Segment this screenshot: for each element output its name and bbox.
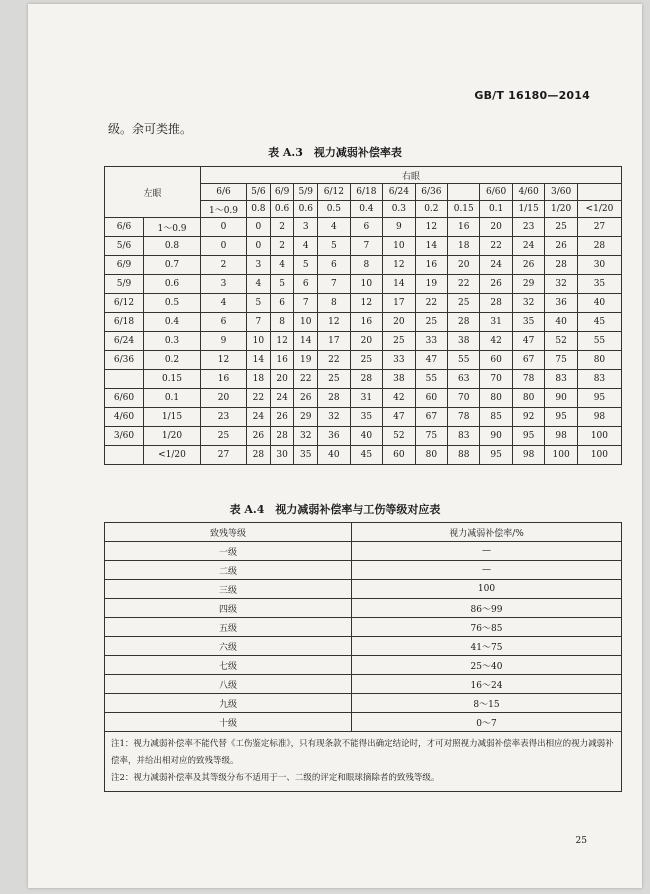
rate-cell: 14 bbox=[383, 275, 416, 294]
rate-cell: 32 bbox=[512, 294, 545, 313]
rate-cell: 7 bbox=[247, 313, 271, 332]
rate-cell: 38 bbox=[383, 370, 416, 389]
level-cell: 七级 bbox=[105, 656, 352, 675]
rate-cell: 0 bbox=[201, 237, 247, 256]
rate-cell: 100 bbox=[577, 427, 621, 446]
rate-cell: 22 bbox=[294, 370, 318, 389]
table-row bbox=[105, 542, 622, 561]
rate-cell: 3 bbox=[201, 275, 247, 294]
notes-cell bbox=[105, 732, 622, 792]
rate-cell: 22 bbox=[480, 237, 513, 256]
rate-cell: 20 bbox=[201, 389, 247, 408]
rate-cell: 14 bbox=[415, 237, 448, 256]
rate-cell: 22 bbox=[318, 351, 351, 370]
rate-cell: 12 bbox=[318, 313, 351, 332]
left-snellen-cell: 6/24 bbox=[105, 332, 144, 351]
rate-cell: 24 bbox=[270, 389, 294, 408]
rate-cell: 6 bbox=[270, 294, 294, 313]
right-decimal-cell: 1/20 bbox=[545, 201, 578, 218]
rate-cell: 12 bbox=[270, 332, 294, 351]
table-row bbox=[105, 446, 622, 465]
rate-cell: 28 bbox=[318, 389, 351, 408]
rate-cell: 47 bbox=[415, 351, 448, 370]
left-snellen-cell: 6/36 bbox=[105, 351, 144, 370]
table-row bbox=[105, 561, 622, 580]
rate-cell: 9 bbox=[201, 332, 247, 351]
rate-cell: 98 bbox=[545, 427, 578, 446]
rate-range-cell: 100 bbox=[352, 580, 622, 599]
rate-cell: 36 bbox=[545, 294, 578, 313]
left-snellen-cell: 5/6 bbox=[105, 237, 144, 256]
table-row bbox=[105, 313, 622, 332]
rate-cell: 47 bbox=[383, 408, 416, 427]
rate-cell: 2 bbox=[201, 256, 247, 275]
rate-cell: 12 bbox=[383, 256, 416, 275]
rate-cell: 22 bbox=[448, 275, 480, 294]
level-cell: 四级 bbox=[105, 599, 352, 618]
rate-cell: 24 bbox=[247, 408, 271, 427]
rate-cell: 28 bbox=[577, 237, 621, 256]
rate-cell: 10 bbox=[383, 237, 416, 256]
left-decimal-cell: 1/20 bbox=[144, 427, 201, 446]
rate-cell: 26 bbox=[512, 256, 545, 275]
rate-cell: 14 bbox=[247, 351, 271, 370]
rate-cell: 29 bbox=[512, 275, 545, 294]
rate-cell: 32 bbox=[294, 427, 318, 446]
rate-cell: 20 bbox=[350, 332, 383, 351]
rate-cell: 20 bbox=[480, 218, 513, 237]
left-decimal-cell: 0.3 bbox=[144, 332, 201, 351]
rate-cell: 70 bbox=[480, 370, 513, 389]
right-snellen-cell: 6/9 bbox=[270, 184, 294, 201]
rate-cell: 33 bbox=[415, 332, 448, 351]
rate-cell: 23 bbox=[512, 218, 545, 237]
right-snellen-cell: 6/24 bbox=[383, 184, 416, 201]
left-snellen-cell bbox=[105, 446, 144, 465]
rate-cell: 6 bbox=[350, 218, 383, 237]
rate-cell: 98 bbox=[577, 408, 621, 427]
left-decimal-cell: 0.8 bbox=[144, 237, 201, 256]
rate-cell: 27 bbox=[201, 446, 247, 465]
rate-cell: 42 bbox=[383, 389, 416, 408]
rate-cell: 95 bbox=[480, 446, 513, 465]
rate-cell: 100 bbox=[545, 446, 578, 465]
rate-cell: 32 bbox=[318, 408, 351, 427]
table-row bbox=[105, 580, 622, 599]
rate-cell: 78 bbox=[512, 370, 545, 389]
rate-range-cell: 76～85 bbox=[352, 618, 622, 637]
note-text: 注2：视力减弱补偿率及其等级分布不适用于一、二级的评定和眼球摘除者的致残等级。 bbox=[111, 773, 440, 783]
rate-cell: 5 bbox=[270, 275, 294, 294]
table-row bbox=[105, 294, 622, 313]
rate-cell: 14 bbox=[294, 332, 318, 351]
table-row bbox=[105, 618, 622, 637]
rate-cell: 28 bbox=[350, 370, 383, 389]
rate-cell: 4 bbox=[270, 256, 294, 275]
left-decimal-cell: 1/15 bbox=[144, 408, 201, 427]
table-row bbox=[105, 694, 622, 713]
rate-cell: 20 bbox=[448, 256, 480, 275]
rate-cell: 17 bbox=[383, 294, 416, 313]
rate-cell: 35 bbox=[577, 275, 621, 294]
table-row bbox=[105, 427, 622, 446]
right-snellen-cell: 5/6 bbox=[247, 184, 271, 201]
level-cell: 六级 bbox=[105, 637, 352, 656]
rate-cell: 52 bbox=[545, 332, 578, 351]
left-decimal-cell: 0.2 bbox=[144, 351, 201, 370]
rate-cell: 40 bbox=[318, 446, 351, 465]
left-snellen-cell: 6/18 bbox=[105, 313, 144, 332]
table-row bbox=[105, 370, 622, 389]
left-snellen-cell: 6/12 bbox=[105, 294, 144, 313]
rate-cell: 4 bbox=[294, 237, 318, 256]
rate-cell: 83 bbox=[448, 427, 480, 446]
right-decimal-cell: 0.6 bbox=[294, 201, 318, 218]
left-eye-header: 左眼 bbox=[105, 167, 201, 218]
rate-cell: 26 bbox=[294, 389, 318, 408]
rate-cell: 22 bbox=[415, 294, 448, 313]
rate-cell: 12 bbox=[350, 294, 383, 313]
rate-cell: 80 bbox=[480, 389, 513, 408]
level-header: 致残等级 bbox=[105, 523, 352, 542]
rate-cell: 36 bbox=[318, 427, 351, 446]
right-snellen-cell: 4/60 bbox=[512, 184, 545, 201]
right-decimal-cell: 0.6 bbox=[270, 201, 294, 218]
rate-cell: 100 bbox=[577, 446, 621, 465]
rate-cell: 16 bbox=[448, 218, 480, 237]
right-decimal-cell: 0.5 bbox=[318, 201, 351, 218]
rate-cell: 98 bbox=[512, 446, 545, 465]
rate-cell: 7 bbox=[318, 275, 351, 294]
table-row bbox=[105, 637, 622, 656]
table-row bbox=[105, 275, 622, 294]
table-row bbox=[105, 656, 622, 675]
intro-text: 级。余可类推。 bbox=[108, 122, 193, 136]
right-snellen-cell bbox=[448, 184, 480, 201]
rate-cell: 28 bbox=[247, 446, 271, 465]
left-decimal-cell: 0.15 bbox=[144, 370, 201, 389]
rate-cell: 35 bbox=[294, 446, 318, 465]
table-row bbox=[105, 256, 622, 275]
rate-cell: 52 bbox=[383, 427, 416, 446]
rate-cell: 0 bbox=[247, 237, 271, 256]
rate-cell: 60 bbox=[383, 446, 416, 465]
rate-cell: 40 bbox=[577, 294, 621, 313]
level-cell: 五级 bbox=[105, 618, 352, 637]
rate-cell: 5 bbox=[294, 256, 318, 275]
rate-cell: 25 bbox=[350, 351, 383, 370]
rate-cell: 23 bbox=[201, 408, 247, 427]
rate-cell: 12 bbox=[201, 351, 247, 370]
table-row bbox=[105, 218, 622, 237]
rate-cell: 2 bbox=[270, 237, 294, 256]
left-decimal-cell: 0.5 bbox=[144, 294, 201, 313]
right-decimal-cell: 0.2 bbox=[415, 201, 448, 218]
rate-cell: 75 bbox=[545, 351, 578, 370]
level-cell: 十级 bbox=[105, 713, 352, 732]
right-decimal-cell: 0.15 bbox=[448, 201, 480, 218]
rate-cell: 3 bbox=[294, 218, 318, 237]
rate-range-cell: 0～7 bbox=[352, 713, 622, 732]
rate-range-cell: — bbox=[352, 542, 622, 561]
rate-cell: 32 bbox=[545, 275, 578, 294]
right-snellen-cell bbox=[577, 184, 621, 201]
rate-cell: 28 bbox=[448, 313, 480, 332]
rate-cell: 24 bbox=[512, 237, 545, 256]
rate-cell: 6 bbox=[294, 275, 318, 294]
rate-cell: 10 bbox=[350, 275, 383, 294]
page-number: 25 bbox=[575, 836, 587, 846]
rate-cell: 8 bbox=[318, 294, 351, 313]
rate-cell: 60 bbox=[480, 351, 513, 370]
rate-cell: 4 bbox=[201, 294, 247, 313]
right-snellen-cell: 6/12 bbox=[318, 184, 351, 201]
rate-cell: 25 bbox=[448, 294, 480, 313]
rate-cell: 8 bbox=[270, 313, 294, 332]
table-row bbox=[105, 389, 622, 408]
right-snellen-cell: 6/60 bbox=[480, 184, 513, 201]
rate-cell: 60 bbox=[415, 389, 448, 408]
rate-cell: 80 bbox=[415, 446, 448, 465]
rate-range-cell: 86～99 bbox=[352, 599, 622, 618]
right-snellen-cell: 5/9 bbox=[294, 184, 318, 201]
rate-cell: 2 bbox=[270, 218, 294, 237]
rate-cell: 92 bbox=[512, 408, 545, 427]
left-snellen-cell: 6/60 bbox=[105, 389, 144, 408]
rate-cell: 83 bbox=[577, 370, 621, 389]
table-row bbox=[105, 237, 622, 256]
rate-cell: 6 bbox=[201, 313, 247, 332]
rate-cell: 26 bbox=[480, 275, 513, 294]
rate-cell: 55 bbox=[415, 370, 448, 389]
rate-cell: 25 bbox=[383, 332, 416, 351]
left-decimal-cell: 0.7 bbox=[144, 256, 201, 275]
rate-cell: 95 bbox=[545, 408, 578, 427]
rate-cell: 19 bbox=[415, 275, 448, 294]
rate-cell: 28 bbox=[270, 427, 294, 446]
rate-cell: 24 bbox=[480, 256, 513, 275]
table-a4-caption: 表 A.4 视力减弱补偿率与工伤等级对应表 bbox=[229, 503, 441, 516]
rate-cell: 83 bbox=[545, 370, 578, 389]
rate-cell: 22 bbox=[247, 389, 271, 408]
rate-cell: 95 bbox=[512, 427, 545, 446]
rate-cell: 29 bbox=[294, 408, 318, 427]
level-cell: 九级 bbox=[105, 694, 352, 713]
rate-cell: 10 bbox=[294, 313, 318, 332]
rate-cell: 3 bbox=[247, 256, 271, 275]
rate-cell: 67 bbox=[512, 351, 545, 370]
left-decimal-cell: 0.4 bbox=[144, 313, 201, 332]
left-snellen-cell: 5/9 bbox=[105, 275, 144, 294]
rate-cell: 4 bbox=[247, 275, 271, 294]
right-decimal-cell: 1/15 bbox=[512, 201, 545, 218]
rate-cell: 88 bbox=[448, 446, 480, 465]
rate-cell: 7 bbox=[350, 237, 383, 256]
right-decimal-cell: 0.8 bbox=[247, 201, 271, 218]
right-decimal-cell: 0.1 bbox=[480, 201, 513, 218]
left-snellen-cell: 4/60 bbox=[105, 408, 144, 427]
rate-range-cell: 25～40 bbox=[352, 656, 622, 675]
rate-cell: 27 bbox=[577, 218, 621, 237]
table-row bbox=[105, 408, 622, 427]
rate-cell: 30 bbox=[577, 256, 621, 275]
table-row bbox=[105, 351, 622, 370]
rate-cell: 95 bbox=[577, 389, 621, 408]
rate-cell: 80 bbox=[512, 389, 545, 408]
rate-cell: 28 bbox=[480, 294, 513, 313]
rate-cell: 12 bbox=[415, 218, 448, 237]
rate-cell: 6 bbox=[318, 256, 351, 275]
right-decimal-cell: 0.3 bbox=[383, 201, 416, 218]
rate-cell: 25 bbox=[201, 427, 247, 446]
rate-header: 视力减弱补偿率/% bbox=[352, 523, 622, 542]
right-snellen-cell: 6/36 bbox=[415, 184, 448, 201]
rate-cell: 18 bbox=[448, 237, 480, 256]
rate-cell: 19 bbox=[294, 351, 318, 370]
rate-cell: 38 bbox=[448, 332, 480, 351]
rate-cell: 17 bbox=[318, 332, 351, 351]
right-decimal-cell: 1～0.9 bbox=[201, 201, 247, 218]
rate-cell: 28 bbox=[545, 256, 578, 275]
rate-cell: 8 bbox=[350, 256, 383, 275]
rate-cell: 40 bbox=[350, 427, 383, 446]
rate-cell: 9 bbox=[383, 218, 416, 237]
rate-cell: 47 bbox=[512, 332, 545, 351]
rate-cell: 20 bbox=[383, 313, 416, 332]
table-row bbox=[105, 332, 622, 351]
right-eye-header: 右眼 bbox=[201, 167, 622, 184]
rate-cell: 40 bbox=[545, 313, 578, 332]
rate-cell: 26 bbox=[545, 237, 578, 256]
rate-cell: 31 bbox=[350, 389, 383, 408]
compensation-rate-table bbox=[104, 166, 622, 465]
rate-range-cell: 8～15 bbox=[352, 694, 622, 713]
left-decimal-cell: 1～0.9 bbox=[144, 218, 201, 237]
rate-cell: 45 bbox=[577, 313, 621, 332]
rate-cell: 75 bbox=[415, 427, 448, 446]
rate-cell: 16 bbox=[350, 313, 383, 332]
rate-cell: 70 bbox=[448, 389, 480, 408]
rate-cell: 25 bbox=[545, 218, 578, 237]
rate-cell: 16 bbox=[415, 256, 448, 275]
rate-cell: 55 bbox=[448, 351, 480, 370]
level-cell: 一级 bbox=[105, 542, 352, 561]
rate-cell: 67 bbox=[415, 408, 448, 427]
rate-cell: 80 bbox=[577, 351, 621, 370]
table-row bbox=[105, 675, 622, 694]
rate-cell: 25 bbox=[415, 313, 448, 332]
rate-cell: 0 bbox=[247, 218, 271, 237]
rate-cell: 90 bbox=[545, 389, 578, 408]
right-snellen-cell: 6/6 bbox=[201, 184, 247, 201]
rate-cell: 33 bbox=[383, 351, 416, 370]
rate-cell: 90 bbox=[480, 427, 513, 446]
left-snellen-cell: 6/9 bbox=[105, 256, 144, 275]
right-snellen-cell: 3/60 bbox=[545, 184, 578, 201]
table-row bbox=[105, 713, 622, 732]
note-text: 注1：视力减弱补偿率不能代替《工伤鉴定标准》，只有现条款不能得出确定结论时，才可对照视力减弱补偿率表得出相应的视力减弱补偿率，并给出相对应的致残等级。 bbox=[111, 739, 614, 766]
rate-cell: 42 bbox=[480, 332, 513, 351]
level-cell: 二级 bbox=[105, 561, 352, 580]
table-row bbox=[105, 599, 622, 618]
rate-cell: 55 bbox=[577, 332, 621, 351]
rate-cell: 25 bbox=[318, 370, 351, 389]
rate-cell: 45 bbox=[350, 446, 383, 465]
rate-cell: 35 bbox=[350, 408, 383, 427]
document-page bbox=[28, 4, 642, 888]
rate-cell: 5 bbox=[247, 294, 271, 313]
left-snellen-cell bbox=[105, 370, 144, 389]
rate-cell: 78 bbox=[448, 408, 480, 427]
rate-cell: 85 bbox=[480, 408, 513, 427]
rate-cell: 26 bbox=[270, 408, 294, 427]
level-cell: 三级 bbox=[105, 580, 352, 599]
right-snellen-cell: 6/18 bbox=[350, 184, 383, 201]
rate-range-cell: 16～24 bbox=[352, 675, 622, 694]
right-decimal-cell: <1/20 bbox=[577, 201, 621, 218]
left-decimal-cell: <1/20 bbox=[144, 446, 201, 465]
rate-cell: 0 bbox=[201, 218, 247, 237]
standard-code: GB/T 16180—2014 bbox=[474, 89, 590, 102]
rate-cell: 16 bbox=[201, 370, 247, 389]
rate-range-cell: — bbox=[352, 561, 622, 580]
left-snellen-cell: 3/60 bbox=[105, 427, 144, 446]
rate-cell: 31 bbox=[480, 313, 513, 332]
left-snellen-cell: 6/6 bbox=[105, 218, 144, 237]
level-cell: 八级 bbox=[105, 675, 352, 694]
disability-level-table bbox=[104, 522, 622, 792]
right-decimal-cell: 0.4 bbox=[350, 201, 383, 218]
rate-cell: 4 bbox=[318, 218, 351, 237]
rate-cell: 18 bbox=[247, 370, 271, 389]
rate-cell: 16 bbox=[270, 351, 294, 370]
table-a3-caption: 表 A.3 视力减弱补偿率表 bbox=[268, 146, 402, 159]
rate-cell: 30 bbox=[270, 446, 294, 465]
rate-cell: 20 bbox=[270, 370, 294, 389]
rate-cell: 26 bbox=[247, 427, 271, 446]
left-decimal-cell: 0.1 bbox=[144, 389, 201, 408]
rate-range-cell: 41～75 bbox=[352, 637, 622, 656]
rate-cell: 10 bbox=[247, 332, 271, 351]
rate-cell: 63 bbox=[448, 370, 480, 389]
left-decimal-cell: 0.6 bbox=[144, 275, 201, 294]
rate-cell: 35 bbox=[512, 313, 545, 332]
rate-cell: 5 bbox=[318, 237, 351, 256]
rate-cell: 7 bbox=[294, 294, 318, 313]
